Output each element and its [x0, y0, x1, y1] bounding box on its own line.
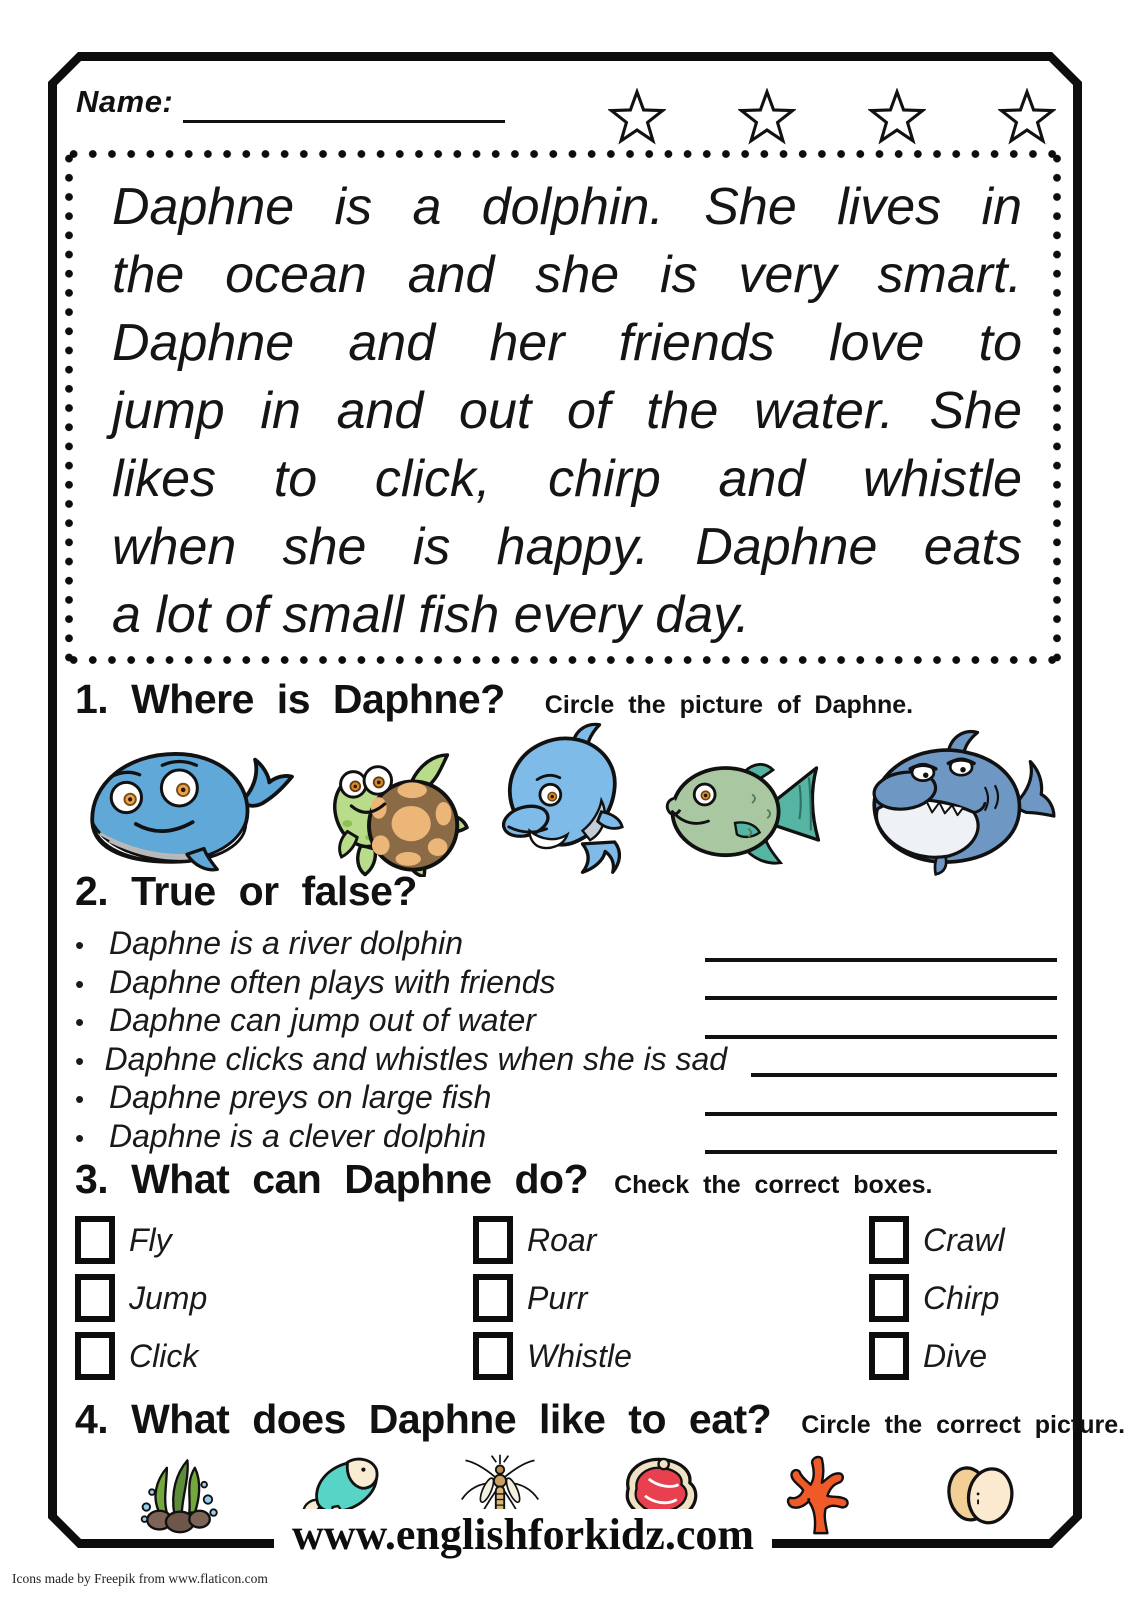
statement-text: Daphne often plays with friends [109, 963, 556, 1000]
answer-line[interactable] [705, 988, 1057, 1000]
star-icon [998, 88, 1056, 146]
question-2 [75, 868, 1057, 1156]
checkbox-fly[interactable] [75, 1216, 115, 1264]
check-label: Jump [129, 1279, 208, 1316]
check-label: Roar [527, 1221, 597, 1258]
check-label: Purr [527, 1279, 588, 1316]
statement-text: Daphne is a river dolphin [109, 925, 463, 961]
passage-line: jump in and out of the water. She [112, 382, 1022, 440]
check-option-chirp [869, 1277, 1057, 1319]
checkbox-jump[interactable] [75, 1274, 115, 1322]
question-3-instruction: Check the correct boxes. [614, 1171, 933, 1199]
bullet-icon: • [75, 930, 85, 960]
check-option-purr [473, 1277, 869, 1319]
checkbox-whistle[interactable] [473, 1332, 513, 1380]
question-4-heading [75, 1396, 1126, 1443]
check-option-jump [75, 1277, 473, 1319]
name-label: Name: [76, 84, 174, 119]
answer-line[interactable] [751, 1065, 1057, 1077]
passage-line: likes to click, chirp and whistle [112, 450, 1022, 508]
star-icon [868, 88, 926, 146]
check-option-roar [473, 1219, 869, 1261]
eggs-image[interactable] [933, 1451, 1025, 1535]
checkbox-crawl[interactable] [869, 1216, 909, 1264]
dotted-border-top [64, 149, 1062, 159]
answer-line[interactable] [705, 1104, 1057, 1116]
checkbox-purr[interactable] [473, 1274, 513, 1322]
question-2-heading [75, 868, 1057, 915]
check-label: Fly [129, 1221, 172, 1258]
checkbox-chirp[interactable] [869, 1274, 909, 1322]
name-row [76, 80, 1056, 146]
dotted-border-left [64, 149, 74, 665]
question-1-title: 1. Where is Daphne? [75, 676, 505, 722]
checkbox-grid [75, 1219, 1057, 1377]
icon-attribution: Icons made by Freepik from www.flaticon.com [12, 1571, 268, 1586]
true-false-row [75, 1079, 1057, 1118]
bullet-icon: • [75, 968, 85, 999]
check-label: Crawl [923, 1221, 1005, 1258]
coral-image[interactable] [775, 1451, 863, 1535]
answer-line[interactable] [705, 1142, 1057, 1154]
checkbox-dive[interactable] [869, 1332, 909, 1380]
whale-image[interactable] [75, 735, 297, 877]
answer-line[interactable] [705, 950, 1057, 962]
question-1-instruction: Circle the picture of Daphne. [544, 691, 914, 719]
statement-text: Daphne can jump out of water [109, 1002, 536, 1038]
shark-image[interactable] [849, 727, 1057, 877]
question-2-title: 2. True or false? [75, 868, 417, 914]
star-icon [608, 88, 666, 146]
check-option-click [75, 1335, 473, 1377]
dotted-border-bottom [64, 655, 1062, 665]
question-1 [75, 676, 1057, 877]
seaweed-image[interactable] [133, 1451, 225, 1535]
checkbox-roar[interactable] [473, 1216, 513, 1264]
check-option-fly [75, 1219, 473, 1261]
dotted-border-right [1052, 149, 1062, 665]
passage-line: Daphne and her friends love to [112, 314, 1022, 372]
reading-passage-box [64, 149, 1062, 665]
statement-text: Daphne clicks and whistles when she is sad [104, 1040, 728, 1077]
website-footer: www.englishforkidz.com [274, 1509, 772, 1560]
bullet-icon: • [75, 1084, 85, 1114]
statement-text: Daphne preys on large fish [109, 1079, 492, 1115]
question-1-heading [75, 676, 1057, 723]
true-false-row [75, 1118, 1057, 1157]
check-label: Chirp [923, 1279, 1000, 1316]
dolphin-image[interactable] [491, 721, 639, 877]
answer-line[interactable] [705, 1027, 1057, 1039]
bullet-icon: • [75, 1122, 85, 1153]
checkbox-click[interactable] [75, 1332, 115, 1380]
question-3-heading [75, 1156, 1057, 1203]
check-label: Whistle [527, 1337, 632, 1374]
check-option-whistle [473, 1335, 869, 1377]
check-label: Dive [923, 1337, 988, 1374]
animal-options [75, 725, 1057, 877]
question-4-title: 4. What does Daphne like to eat? [75, 1396, 772, 1442]
true-false-row [75, 925, 1057, 964]
true-false-row [75, 964, 1057, 1003]
question-3 [75, 1156, 1057, 1377]
turtle-image[interactable] [318, 729, 470, 877]
true-false-list [75, 925, 1057, 1156]
name-input-line[interactable] [183, 80, 505, 123]
passage-line: when she is happy. Daphne eats [112, 518, 1022, 576]
passage-line: a lot of small fish every day. [112, 586, 750, 644]
passage-text [112, 173, 1022, 649]
check-option-crawl [869, 1219, 1057, 1261]
check-label: Click [129, 1337, 199, 1374]
passage-line: the ocean and she is very smart. [112, 246, 1022, 304]
rating-stars [608, 80, 1056, 146]
true-false-row [75, 1002, 1057, 1041]
question-3-title: 3. What can Daphne do? [75, 1156, 589, 1202]
fish-image[interactable] [660, 749, 828, 877]
passage-line: Daphne is a dolphin. She lives in [112, 178, 1022, 236]
star-icon [738, 88, 796, 146]
bullet-icon: • [75, 1007, 85, 1037]
question-4-instruction: Circle the correct picture. [801, 1411, 1126, 1439]
bullet-icon: • [75, 1045, 85, 1076]
check-option-dive [869, 1335, 1057, 1377]
statement-text: Daphne is a clever dolphin [109, 1117, 487, 1154]
true-false-row [75, 1041, 1057, 1080]
